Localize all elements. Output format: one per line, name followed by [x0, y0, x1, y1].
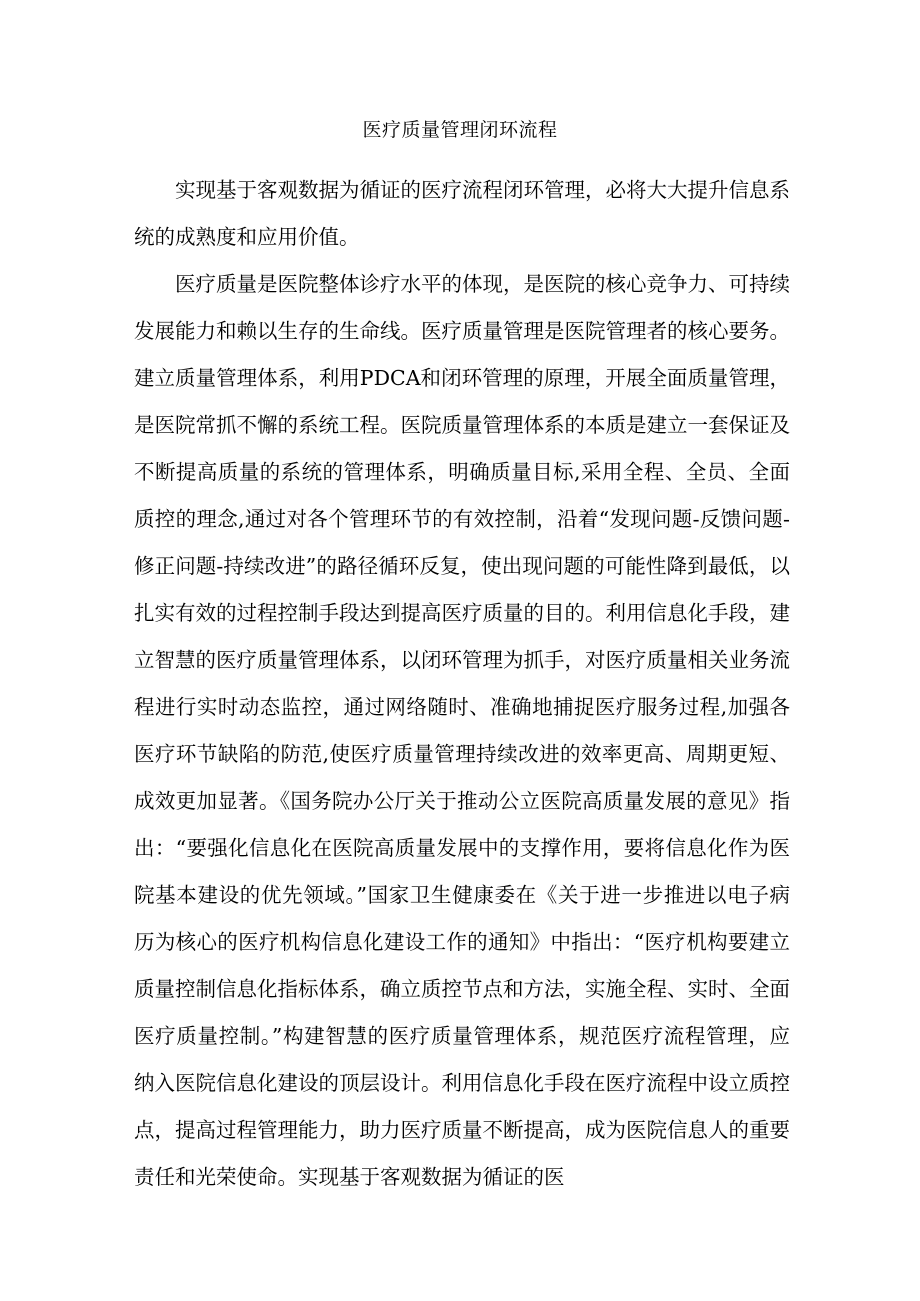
- paragraph-main: 医疗质量是医院整体诊疗水平的体现，是医院的核心竞争力、可持续发展能力和赖以生存的生命线。医疗质量管理是医院管理者的核心要务。建立质量管理体系，利用PDCA和闭环管理的原理，开展全面质量管理，是医院常抓不懈的系统工程。医院质量管理体系的本质是建立一套保证及不断提高质量的系统的管理体系，明确质量目标,采用全程、全员、全面质控的理念,通过对各个管理环节的有效控制，沿着“发现问题-反馈问题-修正问题-持续改进”的路径循环反复，使出现问题的可能性降到最低，以扎实有效的过程控制手段达到提高医疗质量的目的。利用信息化手段，建立智慧的医疗质量管理体系，以闭环管理为抓手，对医疗质量相关业务流程进行实时动态监控，通过网络随时、准确地捕捉医疗服务过程,加强各医疗环节缺陷的防范,使医疗质量管理持续改进的效率更高、周期更短、成效更加显著。《国务院办公厅关于推动公立医院高质量发展的意见》指出：“要强化信息化在医院高质量发展中的支撑作用，要将信息化作为医院基本建设的优先领域。”国家卫生健康委在《关于进一步推进以电子病历为核心的医疗机构信息化建设工作的通知》中指出：“医疗机构要建立质量控制信息化指标体系，确立质控节点和方法，实施全程、实时、全面医疗质量控制。”构建智慧的医疗质量管理体系，规范医疗流程管理，应纳入医院信息化建设的顶层设计。利用信息化手段在医疗流程中设立质控点，提高过程管理能力，助力医疗质量不断提高，成为医院信息人的重要责任和光荣使命。实现基于客观数据为循证的医: [134, 272, 790, 1189]
- document-title: 医疗质量管理闭环流程: [362, 119, 558, 141]
- paragraph-intro: 实现基于客观数据为循证的医疗流程闭环管理，必将大大提升信息系统的成熟度和应用价值。: [134, 178, 790, 249]
